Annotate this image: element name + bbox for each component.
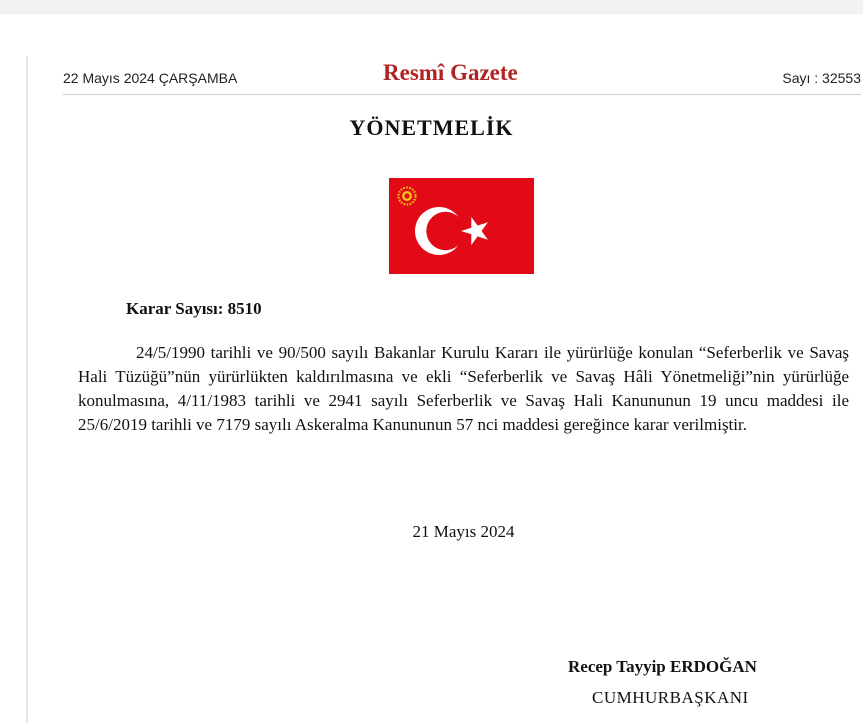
gazette-header <box>63 58 861 95</box>
gazette-page <box>0 14 863 723</box>
gazette-title: Resmî Gazete <box>383 60 518 85</box>
decision-number: Karar Sayısı: 8510 <box>126 299 262 318</box>
section-heading: YÖNETMELİK <box>349 115 514 140</box>
top-band <box>0 0 863 14</box>
signer-title: CUMHURBAŞKANI <box>592 688 749 707</box>
header-date: 22 Mayıs 2024 ÇARŞAMBA <box>63 70 238 86</box>
signer-name: Recep Tayyip ERDOĞAN <box>568 657 757 676</box>
signature-date: 21 Mayıs 2024 <box>412 522 515 541</box>
issue-number: Sayı : 32553 <box>782 70 861 86</box>
decision-body-text: 24/5/1990 tarihli ve 90/500 sayılı Bakanlar Kurulu Kararı ile yürürlüğe konulan “Seferberlik ve Savaş Hali Tüzüğü”nün yürürlükten kaldırılmasına ve ekli “Seferberlik ve Savaş Hâli Yönetmeliği”nin yürürlüğe konulmasına, 4/11/1983 tarihli ve 2941 sayılı Seferberlik ve Savaş Hali Kanununun 19 uncu maddesi ile 25/6/2019 tarihli ve 7179 sayılı Askeralma Kanununun 57 nci maddesi gereğince karar verilmiştir. <box>78 343 849 434</box>
page-left-border <box>26 56 28 723</box>
turkish-flag-icon <box>389 178 534 274</box>
